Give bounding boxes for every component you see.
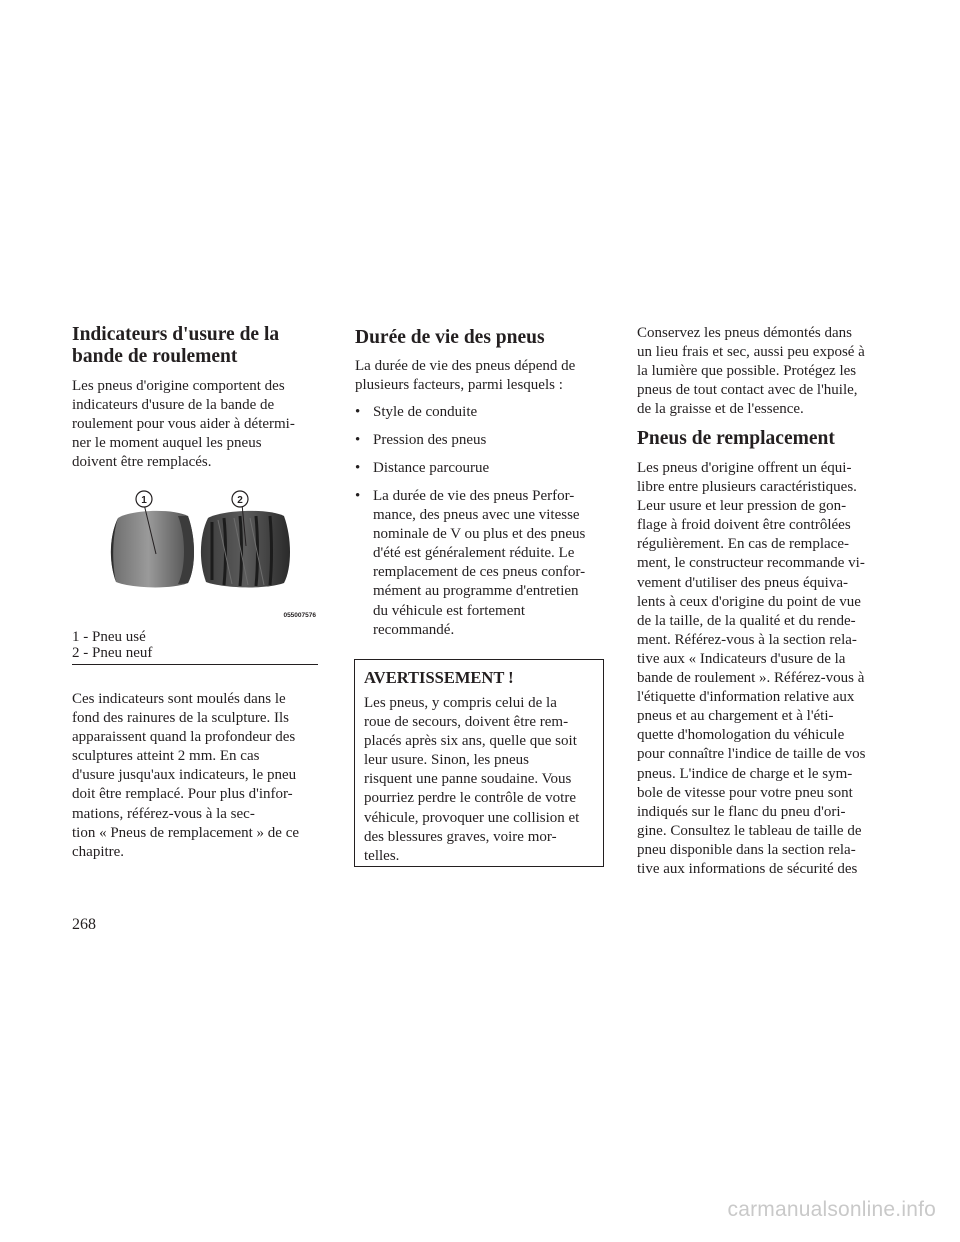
- bullet-text: Distance parcourue: [373, 460, 490, 476]
- callout-2-label: 2: [237, 495, 243, 506]
- text-line: quette d'homologation du véhicule: [637, 727, 845, 744]
- text-line: mations, référez-vous à la sec-: [72, 805, 255, 822]
- text-line: gine. Consultez le tableau de taille de: [637, 822, 862, 839]
- tire-illustration: [100, 488, 322, 618]
- bullet-text: Pression des pneus: [373, 432, 487, 448]
- section-heading-tire-life: Durée de vie des pneus: [355, 327, 545, 348]
- text-line: ment. Référez-vous à la section rela-: [637, 631, 857, 648]
- text-line: de la taille, de la qualité et du rende-: [637, 612, 856, 629]
- text-line: apparaissent quand la profondeur des: [72, 729, 296, 746]
- text-line: régulièrement. En cas de remplace-: [637, 536, 849, 553]
- text-line: d'été est généralement réduite. Le: [373, 545, 575, 562]
- text-line: ment, le constructeur recommande vi-: [637, 555, 865, 572]
- bullet-mark: •: [355, 432, 361, 448]
- bullet-item: [355, 459, 603, 478]
- text-line: un lieu frais et sec, aussi peu exposé à: [637, 344, 865, 361]
- bullet-item: [355, 403, 603, 422]
- text-line: doit être remplacé. Pour plus d'infor-: [72, 786, 293, 803]
- section-heading-replacement-tires: Pneus de remplacement: [637, 428, 835, 449]
- bullet-mark: •: [355, 460, 361, 476]
- text-line: Conservez les pneus démontés dans: [637, 325, 852, 341]
- section-heading-tread-indicators: [72, 324, 332, 368]
- text-line: pour connaître l'indice de taille de vos: [637, 746, 866, 763]
- tire-wear-figure: [100, 488, 322, 618]
- text-line: d'usure jusqu'aux indicateurs, le pneu: [72, 767, 297, 784]
- text-line: indicateurs d'usure de la bande de: [72, 397, 275, 414]
- text-line: pneu disponible dans la section rela-: [637, 841, 856, 858]
- text-line: Les pneus d'origine offrent un équi-: [637, 460, 852, 476]
- text-line: mance, des pneus avec une vitesse: [373, 507, 580, 524]
- bullet-text-block: [373, 487, 603, 640]
- text-line: bole de vitesse pour votre pneu sont: [637, 784, 853, 801]
- text-line: chapitre.: [72, 843, 125, 860]
- text-line: recommandé.: [373, 621, 455, 638]
- indicator-paragraph: [72, 690, 318, 862]
- text-line: tive aux « Indicateurs d'usure de la: [637, 650, 846, 667]
- new-tire: [201, 504, 290, 587]
- text-line: mément au programme d'entretien: [373, 583, 579, 600]
- text-line: tive aux informations de sécurité des: [637, 860, 858, 877]
- text-line: flage à froid doivent être contrôlées: [637, 517, 851, 534]
- text-line: libre entre plusieurs caractéristiques.: [637, 479, 857, 496]
- bullet-item: [355, 431, 603, 450]
- text-line: bande de roulement ». Référez-vous à: [637, 670, 865, 687]
- worn-tire: [111, 504, 194, 587]
- callout-1-label: 1: [141, 495, 147, 506]
- heading-line: Indicateurs d'usure de la: [72, 324, 280, 345]
- text-line: pneus de tout contact avec de l'huile,: [637, 382, 858, 399]
- bullet-text: Style de conduite: [373, 404, 478, 420]
- text-line: Les pneus d'origine comportent des: [72, 378, 285, 394]
- text-line: Ces indicateurs sont moulés dans le: [72, 691, 286, 707]
- text-line: tion « Pneus de remplacement » de ce: [72, 824, 300, 841]
- bullet-item: [355, 487, 603, 640]
- text-line: fond des rainures de la sculpture. Ils: [72, 710, 290, 727]
- heading-line: bande de roulement: [72, 346, 238, 367]
- text-line: nominale de V ou plus et des pneus: [373, 526, 586, 543]
- text-line: roulement pour vous aider à détermi-: [72, 416, 295, 433]
- text-line: lents à ceux d'origine du point de vue: [637, 593, 861, 610]
- text-line: La durée de vie des pneus Perfor-: [373, 488, 575, 504]
- text-line: roue de secours, doivent être rem-: [364, 714, 569, 731]
- page-number: 268: [72, 916, 96, 933]
- text-line: leur usure. Sinon, les pneus: [364, 752, 529, 769]
- bullet-mark: •: [355, 404, 361, 420]
- text-line: ner le moment auquel les pneus: [72, 435, 262, 452]
- warning-box: [354, 659, 604, 867]
- text-line: vement d'utiliser des pneus équiva-: [637, 574, 848, 591]
- tire-life-intro: [355, 357, 603, 395]
- text-line: risquent une panne soudaine. Vous: [364, 771, 572, 788]
- bullet-mark: •: [355, 488, 361, 504]
- text-line: pneus et au chargement et à l'éti-: [637, 708, 834, 725]
- watermark-text: carmanualsonline.info: [727, 1198, 936, 1221]
- text-line: placés après six ans, quelle que soit: [364, 733, 577, 750]
- caption-rule: [72, 664, 318, 665]
- text-line: des blessures graves, voire mor-: [364, 828, 557, 845]
- text-line: doivent être remplacés.: [72, 454, 212, 471]
- text-line: plusieurs facteurs, parmi lesquels :: [355, 377, 563, 394]
- text-line: la lumière que possible. Protégez les: [637, 363, 857, 380]
- warning-title: AVERTISSEMENT !: [364, 668, 514, 687]
- figure-caption-1: 1 - Pneu usé: [72, 629, 146, 645]
- text-line: telles.: [364, 847, 400, 864]
- text-line: remplacement de ces pneus confor-: [373, 564, 586, 581]
- text-line: du véhicule est fortement: [373, 602, 526, 619]
- text-line: pneus. L'indice de charge et le sym-: [637, 765, 853, 782]
- text-line: de la graisse et de l'essence.: [637, 401, 804, 418]
- text-line: indiqués sur le flanc du pneu d'ori-: [637, 803, 846, 820]
- text-line: sculptures atteint 2 mm. En cas: [72, 748, 260, 765]
- storage-paragraph: [637, 324, 887, 419]
- figure-code: 055007576: [283, 612, 316, 618]
- text-line: véhicule, provoquer une collision et: [364, 809, 580, 826]
- text-line: pourriez perdre le contrôle de votre: [364, 790, 576, 807]
- replacement-paragraph: [637, 459, 887, 879]
- text-line: La durée de vie des pneus dépend de: [355, 358, 576, 374]
- intro-paragraph: [72, 377, 318, 472]
- text-line: l'étiquette d'information relative aux: [637, 689, 855, 706]
- text-line: Les pneus, y compris celui de la: [364, 695, 557, 711]
- figure-caption-2: 2 - Pneu neuf: [72, 645, 153, 661]
- text-line: Leur usure et leur pression de gon-: [637, 498, 847, 515]
